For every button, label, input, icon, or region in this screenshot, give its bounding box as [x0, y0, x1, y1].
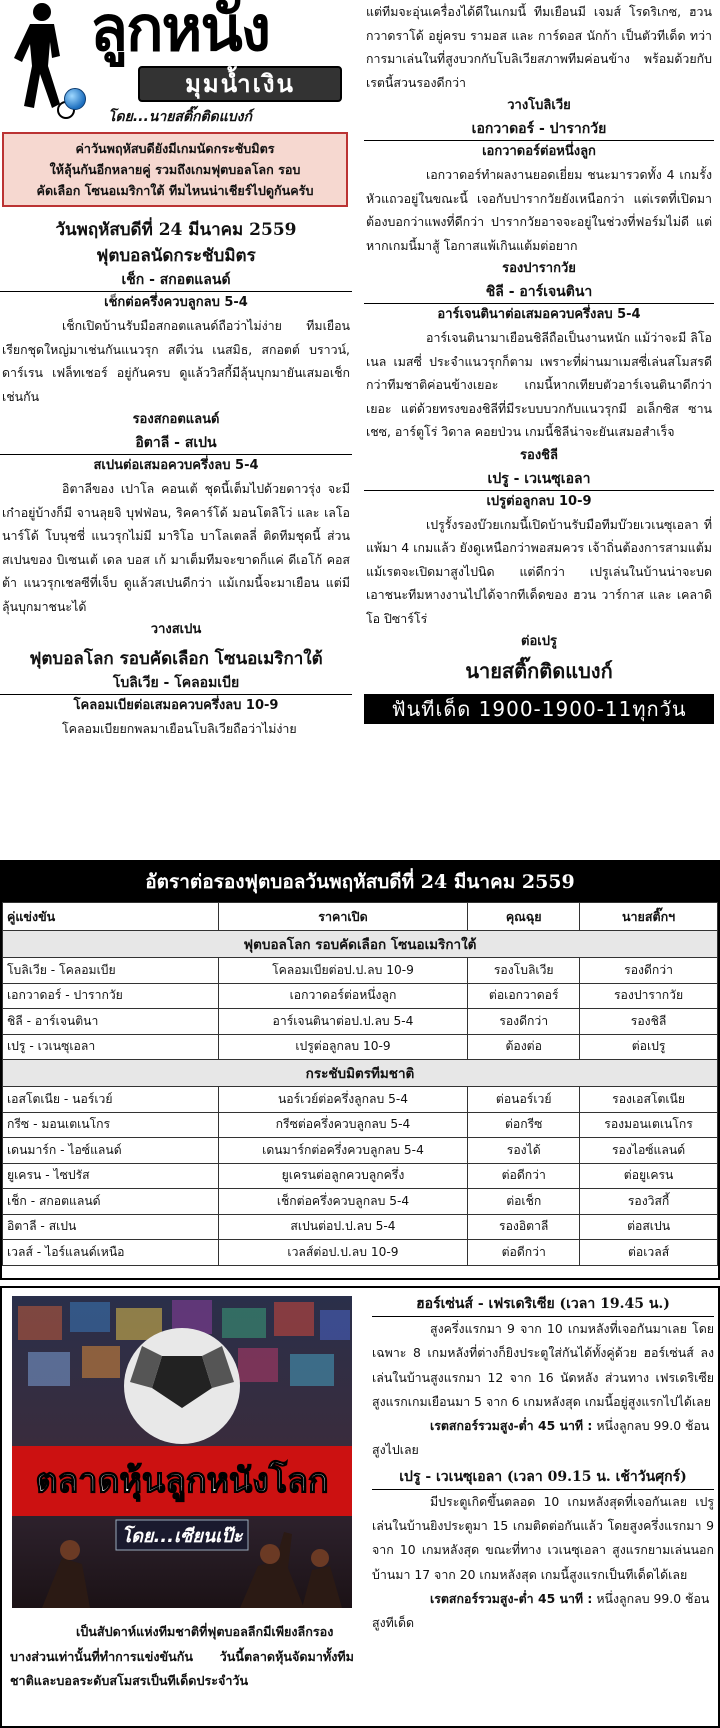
intro-line: ค่าวันพฤหัสบดียังมีเกมนัดกระชับมิตร [75, 141, 275, 156]
match-odds: เอกวาดอร์ต่อหนึ่งลูก [482, 144, 596, 159]
match-odds: เปรูต่อลูกลบ 10-9 [486, 493, 592, 509]
table-row [3, 1138, 718, 1164]
date-heading: วันพฤหัสบดีที่ 24 มีนาคม 2559 [55, 220, 297, 240]
table-row [3, 1087, 718, 1113]
pick-cell: ต่อเช็ก [468, 1189, 580, 1215]
match-cell: เช็ก - สกอตแลนด์ [3, 1189, 219, 1215]
match-odds: เช็กต่อครึ่งควบลูกลบ 5-4 [104, 295, 248, 310]
match-analysis: เอกวาดอร์ทำผลงานยอดเยี่ยม ชนะมารวดทั้ง 4 เกมรั้งหัวแถวอยู่ในขณะนี้ เจอกับปารากวัยยังเหนือกว่า แต่เรตที่เปิดมาต้องบอกว่าแพงที่ดีกว่า ปารากวัยอาจจะอยู่ในช่วงที่ฟอร์มไม่ดี แต่หากเกมนี้มาสู้ โอกาสแพ้เกินแต้มต่อยาก [366, 167, 712, 253]
table-row [3, 1112, 718, 1138]
pick-cell: รองปารากวัย [580, 983, 718, 1009]
section-heading: ฟุตบอลโลก รอบคัดเลือก โซนอเมริกาใต้ [29, 649, 323, 669]
table-row [3, 1189, 718, 1215]
match-pick: รองปารากวัย [502, 261, 576, 276]
match-title: อิตาลี - สเปน [0, 432, 352, 455]
fixture-rate [372, 1414, 714, 1463]
pick-cell: ต่อนอร์เวย์ [468, 1087, 580, 1113]
pick-cell: รองดีกว่า [580, 958, 718, 984]
table-row [3, 983, 718, 1009]
pick-cell: ต่อสเปน [580, 1214, 718, 1240]
stadium-photo [12, 1296, 352, 1608]
match-analysis-continued: แต่ทีมจะอุ่นเครื่องได้ดีในเกมนี้ ทีมเยือนมี เจมส์ โรดริเกซ, ฮวน กวาดราโด้ อยู่ครบ รามอส และ การ์ดอส นักก้า เป็นตัวทีเด็ด ทว่าการมาเล่นในที่สูงบวกกับโบลิเวียสภาพทีมค่อนข้าง พร้อมด้วยกับเรตนี้สวนรองดีกว่า [366, 4, 712, 90]
opening-odds-cell: อาร์เจนตินาต่อป.ป.ลบ 5-4 [218, 1009, 468, 1035]
column-header: คุณฉุย [468, 903, 580, 931]
fixture-analysis: มีประตูเกิดขึ้นตลอด 10 เกมหลังสุดที่เจอกันเลย เปรู เล่นในบ้านยิงประตูมา 15 เกมติดต่อกันแล้ว โดยสูงครึ่งแรกมา 9 จาก 10 เกมหลังสุด ขณะที่ทาง เวเนซุเอลา สูงแรกยามเล่นนอกบ้านมา 17 จาก 20 เกมหลังสุด เกมนี้สูงแรกเป็นทีเด็ดได้เลย [372, 1493, 714, 1582]
opening-odds-cell: โคลอมเบียต่อป.ป.ลบ 10-9 [218, 958, 468, 984]
table-row [3, 1214, 718, 1240]
column-area [0, 0, 720, 858]
group-label: ฟุตบอลโลก รอบคัดเลือก โซนอเมริกาใต้ [3, 931, 718, 958]
right-column [364, 0, 714, 858]
fixture-analysis: สูงครึ่งแรกมา 9 จาก 10 เกมหลังที่เจอกันมาเลย โดยเฉพาะ 8 เกมหลังที่ต่างก็ยิงประตูใส่กันได้ทั้งคู่ด้วย ฮอร์เซ่นส์ ลงเล่นในบ้านสูงแรกมา 12 จาก 16 นัดหลัง ส่วนทาง เฟรเดริเซีย สูงแรกเกมเยือนมา 5 จาก 6 เกมหลังสุด เกมนี้อยู่สูงแรกไปได้เลย [372, 1321, 714, 1409]
match-analysis: เช็กเปิดบ้านรับมือสกอตแลนด์ถือว่าไม่ง่าย ทีมเยือนเรียกชุดใหญ่มาเช่นกันแนวรุก สตีเว่น เนสมิธ, สกอตต์ บราวน์, ดาร์เรน เฟล็ทเชอร์ อยู่กันครบ ดูแล้ววิสกี้มีลุ้นบุกมายันเสมอเช็กเช่นกัน [2, 318, 350, 404]
intro-box [2, 132, 348, 207]
opening-odds-cell: เช็กต่อครึ่งควบลูกลบ 5-4 [218, 1189, 468, 1215]
stadium-crowd-image [12, 1296, 352, 1608]
opening-odds-cell: สเปนต่อป.ป.ลบ 5-4 [218, 1214, 468, 1240]
pick-cell: ต่อดีกว่า [468, 1240, 580, 1266]
column-header: ราคาเปิด [218, 903, 468, 931]
match-cell: กรีซ - มอนเตเนโกร [3, 1112, 219, 1138]
opening-odds-cell: เวลส์ต่อป.ป.ลบ 10-9 [218, 1240, 468, 1266]
pick-cell: รองโบลิเวีย [468, 958, 580, 984]
match-cell: เอกวาดอร์ - ปารากวัย [3, 983, 219, 1009]
match-analysis: เปรูรั้งรองบ๊วยเกมนี้เปิดบ้านรับมือทีมบ๊วยเวเนซุเอลา ที่แพ้มา 4 เกมแล้ว ยังดูเหนือกว่าพอสมควร เจ้าถิ่นต้องการสามแต้มแม้เรตจะเปิดมาสูงไปนิด แต่ดีกว่า เปรูเล่นในบ้านน่าจะบดเอาชนะทีมหางงานไปได้จากทีเด็ดของ ฮวน วาร์กาส และ เคลาดิโอ ปิซาร์โร่ [366, 516, 712, 626]
table-row [3, 958, 718, 984]
author-name: นายสติ๊กติดแบงก์ [465, 659, 613, 683]
intro-line: คัดเลือก โซนอเมริกาใต้ ทีมไหนน่าเชียร์ไปดูกันครับ [36, 183, 314, 198]
match-cell: เปรู - เวเนซุเอลา [3, 1034, 219, 1060]
pick-cell: ต่อยูเครน [580, 1163, 718, 1189]
match-cell: อิตาลี - สเปน [3, 1214, 219, 1240]
opening-odds-cell: เดนมาร์กต่อครึ่งควบลูกลบ 5-4 [218, 1138, 468, 1164]
section-heading: ฟุตบอลนัดกระชับมิตร [96, 246, 256, 266]
pick-cell: รองไอซ์แลนด์ [580, 1138, 718, 1164]
pick-cell: ต่อดีกว่า [468, 1163, 580, 1189]
photo-caption: เป็นสัปดาห์แห่งทีมชาติที่ฟุตบอลลีกมีเพียงลีกรองบางส่วนเท่านั้นที่ทำการแข่งขันกัน วันนี้ตลาดหุ้นจัดมาทั้งทีมชาติและบอลระดับสโมสรเป็นทีเด็ดประจำวัน [10, 1624, 354, 1688]
opening-odds-cell: เปรูต่อลูกลบ 10-9 [218, 1034, 468, 1060]
intro-line: ให้ลุ้นกันอีกหลายคู่ รวมถึงเกมฟุตบอลโลก รอบ [49, 162, 301, 177]
stock-market-section [0, 1286, 720, 1728]
table-row [3, 1240, 718, 1266]
pick-cell: ต่อกรีซ [468, 1112, 580, 1138]
group-label: กระชับมิตรทีมชาติ [3, 1060, 718, 1087]
match-cell: เดนมาร์ก - ไอซ์แลนด์ [3, 1138, 219, 1164]
table-group-row [3, 1060, 718, 1087]
match-title: ชิลี - อาร์เจนตินา [364, 281, 714, 304]
match-title: เช็ก - สกอตแลนด์ [0, 269, 352, 292]
table-row [3, 1009, 718, 1035]
match-pick: รองชิลี [520, 447, 558, 463]
match-analysis: โคลอมเบียยกพลมาเยือนโบลิเวียถือว่าไม่ง่าย [62, 721, 297, 736]
match-analysis: อิตาลีของ เปาโล คอนเต้ ชุดนี้เต็มไปด้วยดาวรุ่ง จะมีเก๋าอยู่บ้างก็มี จานลุยจิ บุฟฟ่อน, ริคคาร์โด้ มอนโตลิโว่ และ เลโอนาร์โด้ โบนุชชี่ แนวรุกไม่มี มาริโอ บาโลเตลลี่ ติดทีมชุดนี้ ส่วนสเปนของ บิเซนเต้ เดล บอส เก้ มาเต็มทีมจะขาดก็แค่ ดีเอโก้ คอสต้า แนวรุกเชลซีที่เจ็บ ดูแล้วสเปนดีกว่า แม้เกมนี้จะมาเยือน แต่มีลุ้นบุกมาชนะได้ [2, 481, 350, 614]
match-cell: ยูเครน - ไซปรัส [3, 1163, 219, 1189]
rate-label: เรตสกอร์รวมสูง-ต่ำ 45 นาที : [430, 1418, 593, 1434]
rate-value: หนึ่งลูกลบ 99.0 ช้อนสูงทีเด็ด [372, 1590, 710, 1631]
table-row [3, 1163, 718, 1189]
table-group-row [3, 931, 718, 958]
masthead [0, 0, 352, 128]
fixture-heading: เปรู - เวเนซุเอลา (เวลา 09.15 น. เช้าวันศุกร์) [372, 1465, 714, 1490]
left-column [0, 0, 352, 858]
masthead-title: ลูกหนัง [90, 0, 270, 65]
pick-cell: ต่อเอกวาดอร์ [468, 983, 580, 1009]
odds-table [2, 902, 718, 1266]
pick-cell: ต่อเวลส์ [580, 1240, 718, 1266]
pick-cell: รองเอสโตเนีย [580, 1087, 718, 1113]
opening-odds-cell: เอกวาดอร์ต่อหนึ่งลูก [218, 983, 468, 1009]
match-odds: โคลอมเบียต่อเสมอควบครึ่งลบ 10-9 [73, 698, 279, 713]
rate-label: เรตสกอร์รวมสูง-ต่ำ 45 นาที : [430, 1590, 593, 1606]
photo-title-text: ตลาดหุ้นลูกหนังโลก [35, 1461, 329, 1501]
fixture-heading: ฮอร์เซ่นส์ - เฟรเดริเซีย (เวลา 19.45 น.) [372, 1292, 714, 1317]
match-pick: รองสกอตแลนด์ [132, 412, 220, 427]
match-cell: เอสโตเนีย - นอร์เวย์ [3, 1087, 219, 1113]
masthead-byline: โดย...นายสติ๊กติดแบงก์ [108, 109, 252, 125]
pick-cell: ต้องต่อ [468, 1034, 580, 1060]
match-pick: วางสเปน [150, 622, 202, 637]
odds-table-title: อัตราต่อรองฟุตบอลวันพฤหัสบดีที่ 24 มีนาคม 2559 [2, 862, 718, 902]
match-odds: อาร์เจนตินาต่อเสมอควบครึ่งลบ 5-4 [437, 307, 641, 322]
table-header-row [3, 903, 718, 931]
pick-cell: รองอิตาลี [468, 1214, 580, 1240]
rate-value: หนึ่งลูกลบ 99.0 ช้อนสูงไปเลย [372, 1418, 710, 1458]
pick-cell: รองได้ [468, 1138, 580, 1164]
match-title: เปรู - เวเนซุเอลา [364, 468, 714, 491]
opening-odds-cell: ยูเครนต่อลูกควบลูกครึ่ง [218, 1163, 468, 1189]
column-header: คู่แข่งขัน [3, 903, 219, 931]
photo-byline-text: โดย...เซียนเป๊ะ [121, 1526, 243, 1547]
match-cell: โบลิเวีย - โคลอมเบีย [3, 958, 219, 984]
pick-cell: รองมอนเตเนโกร [580, 1112, 718, 1138]
pick-cell: ต่อเปรู [580, 1034, 718, 1060]
match-title: โบลิเวีย - โคลอมเบีย [0, 672, 352, 695]
match-pick: วางโบลิเวีย [507, 98, 571, 113]
hotline-banner: ฟันทีเด็ด 1900-1900-11ทุกวัน [364, 694, 714, 724]
table-row [3, 1034, 718, 1060]
globe-icon [64, 88, 86, 110]
match-analysis: อาร์เจนตินามาเยือนชิลีถือเป็นงานหนัก แม้ว่าจะมี ลิโอเนล เมสซี่ ประจำแนวรุกก็ตาม เพราะที่ผ่านมาเมสซี่เล่นสโมสรดีกว่าทีมชาติค่อนข้างเยอะ เกมนี้หากเทียบตัวอาร์เจนตินาดีกว่าเยอะ แต่ด้วยทรงของชิลีที่มีระบบบวกกับแนวรุกมี อเล็กซิส ซานเชซ, อาร์ตูโร่ วิดาล คอยป่วน เกมนี้ชิลีน่าจะยันเสมอสำเร็จ [366, 330, 712, 439]
match-odds: สเปนต่อเสมอควบครึ่งลบ 5-4 [93, 458, 259, 473]
match-cell: เวลส์ - ไอร์แลนด์เหนือ [3, 1240, 219, 1266]
opening-odds-cell: นอร์เวย์ต่อครึ่งลูกลบ 5-4 [218, 1087, 468, 1113]
match-title: เอกวาดอร์ - ปารากวัย [364, 118, 714, 141]
match-pick: ต่อเปรู [521, 634, 557, 649]
pick-cell: รองวิสกี้ [580, 1189, 718, 1215]
column-header: นายสติ๊กฯ [580, 903, 718, 931]
opening-odds-cell: กรีซต่อครึ่งควบลูกลบ 5-4 [218, 1112, 468, 1138]
pick-cell: รองชิลี [580, 1009, 718, 1035]
odds-table-box [0, 860, 720, 1280]
masthead-subtitle: มุมน้ำเงิน [138, 66, 342, 102]
match-cell: ชิลี - อาร์เจนตินา [3, 1009, 219, 1035]
pick-cell: รองดีกว่า [468, 1009, 580, 1035]
fixture-rate [372, 1587, 714, 1636]
stock-picks-column [372, 1292, 714, 1636]
